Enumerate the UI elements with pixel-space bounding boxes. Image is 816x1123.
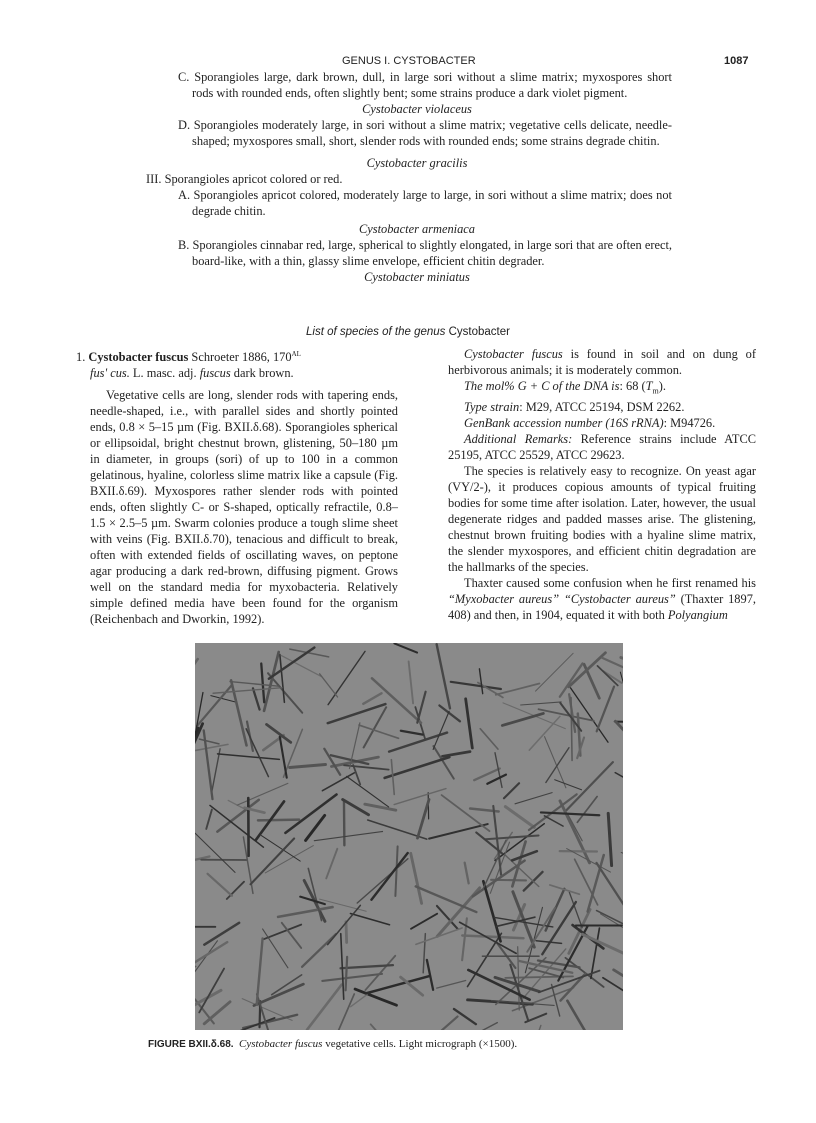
gc-value: : 68 (	[619, 379, 646, 393]
habitat-italic: Cystobacter fuscus	[464, 347, 563, 361]
cell-rod	[328, 651, 365, 704]
figure-caption	[148, 1036, 517, 1053]
type-strain	[448, 399, 756, 415]
cell-rod	[451, 682, 501, 689]
cell-rod	[195, 659, 198, 715]
cell-rod	[462, 935, 523, 938]
cell-rod	[347, 776, 389, 807]
cell-rod	[261, 664, 264, 703]
etym-word: fuscus	[199, 366, 231, 381]
micrograph-figure	[195, 643, 623, 1030]
cell-rod	[409, 661, 413, 703]
cell-rod	[555, 780, 582, 790]
cell-rod	[418, 799, 430, 838]
cell-rod	[195, 990, 221, 1013]
species-title	[76, 346, 398, 365]
etymology	[90, 365, 398, 381]
authority-sup: AL	[291, 350, 301, 358]
cell-rod	[480, 729, 498, 749]
cell-rod	[258, 820, 299, 821]
p3a: Thaxter caused some confusion when he first renamed his	[464, 576, 756, 591]
key-item: III. Sporangioles apricot colored or red.	[146, 172, 343, 186]
cell-rod	[254, 984, 303, 1005]
gc-end: ).	[658, 379, 666, 393]
cell-rod	[552, 984, 560, 1016]
figure-label: FIGURE BXII.δ.68.	[148, 1039, 234, 1050]
cell-rod	[465, 863, 469, 884]
key-species: Cystobacter violaceus	[362, 102, 472, 116]
cell-rod	[199, 739, 219, 744]
cell-rod	[442, 795, 490, 831]
cell-rod	[385, 757, 450, 778]
cell-rod	[290, 765, 326, 768]
cell-rod	[524, 1025, 541, 1030]
cell-rod	[546, 748, 569, 783]
cell-rod	[417, 692, 425, 723]
type-label: Type strain	[464, 400, 520, 415]
remarks-label: Additional Remarks:	[464, 432, 573, 447]
cell-rod	[302, 934, 336, 967]
cell-rod	[401, 731, 423, 735]
gc-label: The mol% G + C of the DNA is	[464, 379, 620, 393]
cell-rod	[411, 914, 437, 929]
cell-rod	[365, 956, 395, 990]
cell-rod	[343, 800, 369, 815]
cell-rod	[371, 1024, 386, 1030]
cell-rod	[371, 853, 407, 900]
cell-rod	[529, 716, 560, 750]
cell-rod	[521, 702, 562, 705]
description-paragraph: Vegetative cells are long, slender rods with tapering ends, needle-shaped, i.e., with parallel sides and shortly pointed ends, 0.8 × 5–15 µm (Fig. BXII.δ.68). Sporangioles spherical or ellipsoidal, bright chestnut brown, glistening, 50–180 µm in diameter, in groups (sori) of up to 100 in a common gelatinous, hyaline, colorless slime matrix like a capsule (Fig. BXII.δ.69). Myxospores rather slender rods with pointed ends, often slightly C- or S-shaped, optically refractile, 0.8–1.5 × 2.5–5 µm. Swarm colonies produce a tough slime sheet with veins (Fig. BXII.δ.70), tenacious and difficult to break, often with extended fields of oscillating waves, on peptone agar producing a dark red-brown, diffusing pigment. Grows well on the standard media for myxobacteria. Relatively simple defined media have been found for the organism (Reichenbach and Dworkin, 1992).	[90, 388, 398, 627]
key-item: A. Sporangioles apricot colored, moderately large to large, in sori without a slime matrix; does not degrade chitin.	[178, 188, 672, 218]
species-authority: Schroeter 1886, 170	[188, 350, 292, 365]
cell-rod	[406, 1017, 457, 1030]
cell-rod	[427, 960, 433, 990]
cell-rod	[597, 687, 614, 732]
cell-rod	[346, 957, 348, 990]
cell-rod	[571, 698, 572, 761]
section-genus: Cystobacter	[448, 326, 510, 338]
cell-rod	[218, 754, 280, 760]
figure-species: Cystobacter fuscus	[239, 1038, 323, 1050]
cell-rod	[357, 859, 408, 903]
running-header: GENUS I. CYSTOBACTER	[342, 55, 476, 67]
cell-rod	[322, 773, 354, 791]
cell-rod	[608, 813, 611, 865]
cell-rod	[365, 804, 396, 810]
cell-rod	[363, 693, 381, 704]
gc-tm: T	[645, 379, 653, 393]
cell-rod	[433, 711, 449, 749]
section-prefix: List of species of the genus	[306, 326, 449, 338]
cell-rod	[485, 835, 538, 839]
cell-rod	[621, 852, 623, 869]
cell-rod	[496, 942, 515, 968]
cell-rod	[416, 886, 477, 912]
cell-rod	[206, 810, 212, 829]
cell-rod	[479, 669, 482, 694]
cell-rod	[237, 783, 288, 805]
key-species: Cystobacter armeniaca	[359, 222, 475, 236]
cell-rod	[359, 725, 399, 738]
cell-rod	[550, 885, 580, 894]
cell-rod	[437, 981, 466, 989]
type-value: : M29, ATCC 25194, DSM 2262.	[519, 400, 685, 415]
habitat-paragraph	[448, 346, 756, 378]
cell-rod	[544, 816, 563, 826]
cell-rod	[394, 643, 417, 652]
remarks-value: Reference strains include ATCC 25195, ATCC 25529, ATCC 29623.	[448, 432, 756, 463]
species-name: Cystobacter fuscus	[88, 350, 189, 365]
etym-pron: fus' cus.	[90, 366, 130, 381]
cell-rod	[615, 721, 623, 768]
cell-rod	[416, 928, 462, 944]
cell-rod	[307, 985, 342, 1030]
species-number: 1.	[76, 350, 89, 365]
cell-rod	[429, 824, 488, 839]
cell-rod	[515, 793, 552, 804]
genbank-label: GenBank accession number (16S rRNA)	[464, 416, 664, 431]
cell-rod	[328, 905, 361, 944]
cell-rod	[208, 874, 232, 896]
cell-rod	[394, 789, 446, 805]
cell-rod	[487, 775, 506, 784]
cell-rod	[615, 773, 623, 795]
cell-rod	[211, 749, 220, 794]
cell-rod	[278, 907, 332, 917]
cell-rod	[575, 859, 598, 905]
cell-rod	[437, 644, 450, 708]
cell-rod	[344, 765, 389, 769]
etym-end: dark brown.	[230, 366, 294, 381]
cell-rod	[505, 807, 534, 828]
cell-rod	[246, 729, 268, 777]
section-heading	[0, 324, 816, 340]
cell-rod	[326, 849, 337, 879]
micrograph-image	[195, 643, 623, 1030]
right-column	[448, 346, 756, 623]
gc-sub: m	[652, 386, 659, 396]
cell-rod	[213, 688, 282, 694]
cell-rod	[597, 863, 623, 905]
cell-rod	[597, 666, 617, 686]
cell-rod	[265, 846, 313, 873]
cell-rod	[567, 1001, 593, 1030]
cell-rod	[395, 846, 397, 896]
cell-rod	[473, 861, 525, 897]
cell-rod	[328, 704, 386, 723]
genbank-value: : M94726.	[663, 416, 716, 431]
cell-rod	[411, 853, 422, 903]
etym-mid: L. masc. adj.	[129, 366, 200, 381]
cell-rod	[495, 824, 544, 861]
cell-rod	[560, 663, 583, 696]
key-item: C. Sporangioles large, dark brown, dull, in large sori without a slime matrix; myxospores short rods with rounded ends, often slightly bent; some strains produce a dark violet pigment.	[178, 70, 672, 100]
cell-rod	[496, 684, 540, 695]
cell-rod	[195, 941, 217, 986]
cell-rod	[560, 801, 590, 863]
figure-text: vegetative cells. Light micrograph (×1500).	[322, 1038, 518, 1050]
page-number: 1087	[724, 55, 749, 67]
key-item: D. Sporangioles moderately large, in sori without a slime matrix; vegetative cells delicate, needle-shaped; myxospores small, short, slender rods with rounded ends; some strains degrade chitin.	[178, 118, 672, 148]
cell-rod	[350, 914, 389, 925]
cell-rod	[197, 685, 232, 726]
cell-rod	[620, 672, 623, 706]
cell-rod	[204, 1002, 230, 1024]
cell-rod	[306, 815, 325, 840]
cell-rod	[264, 652, 279, 711]
cell-rod	[251, 839, 295, 885]
identification-key	[146, 69, 672, 285]
cell-rod	[341, 934, 344, 1000]
left-column	[76, 346, 398, 627]
cell-rod	[285, 794, 336, 832]
cell-rod	[442, 752, 470, 757]
thaxter-paragraph	[448, 575, 756, 623]
p3i: “Myxobacter aureus” “Cystobacter aureus”	[448, 592, 676, 607]
cell-rod	[512, 851, 537, 860]
cell-rod	[502, 713, 543, 725]
cell-rod	[314, 831, 382, 840]
cell-rod	[466, 699, 473, 748]
cell-rod	[195, 833, 235, 872]
cell-rod	[423, 934, 425, 973]
cell-rod	[257, 939, 263, 1005]
cell-rod	[504, 783, 519, 798]
gc-content	[448, 378, 756, 399]
cell-rod	[324, 749, 340, 775]
cell-rod	[280, 737, 287, 778]
key-species: Cystobacter gracilis	[366, 156, 468, 170]
cell-rod	[264, 925, 301, 939]
cell-rod	[322, 974, 382, 981]
p3b: (Thaxter 1897, 408) and then, in 1904, equated it with both	[448, 592, 756, 623]
cell-rod	[603, 978, 623, 995]
remarks	[448, 431, 756, 463]
p3i2: Polyangium	[667, 608, 728, 623]
cell-rod	[569, 653, 606, 687]
genbank	[448, 415, 756, 431]
key-species: Cystobacter miniatus	[364, 270, 470, 284]
cell-rod	[577, 797, 597, 823]
cell-rod	[346, 922, 347, 943]
cell-rod	[391, 760, 394, 795]
cell-rod	[227, 882, 244, 899]
habitat-text: is found in soil and on dung of herbivorous animals; it is moderately common.	[448, 347, 756, 377]
cell-rod	[320, 674, 338, 697]
recognition-paragraph: The species is relatively easy to recognize. On yeast agar (VY/2-), it produces copious amounts of typical fruiting bodies for some time after isolation. Later, however, the usual degenerate ridges and padded masses arise. The glistening, chestnut brown fruiting bodies with a hyaline slime matrix, the slender myxospores, and efficient chitin degradation are the hallmarks of the species.	[448, 464, 756, 575]
key-item: B. Sporangioles cinnabar red, large, spherical to slightly elongated, in large sori that are often erect, board-like, with a thin, glassy slime envelope, efficient chitin degrader.	[178, 238, 672, 268]
cell-rod	[280, 655, 285, 703]
cell-rod	[253, 688, 260, 709]
